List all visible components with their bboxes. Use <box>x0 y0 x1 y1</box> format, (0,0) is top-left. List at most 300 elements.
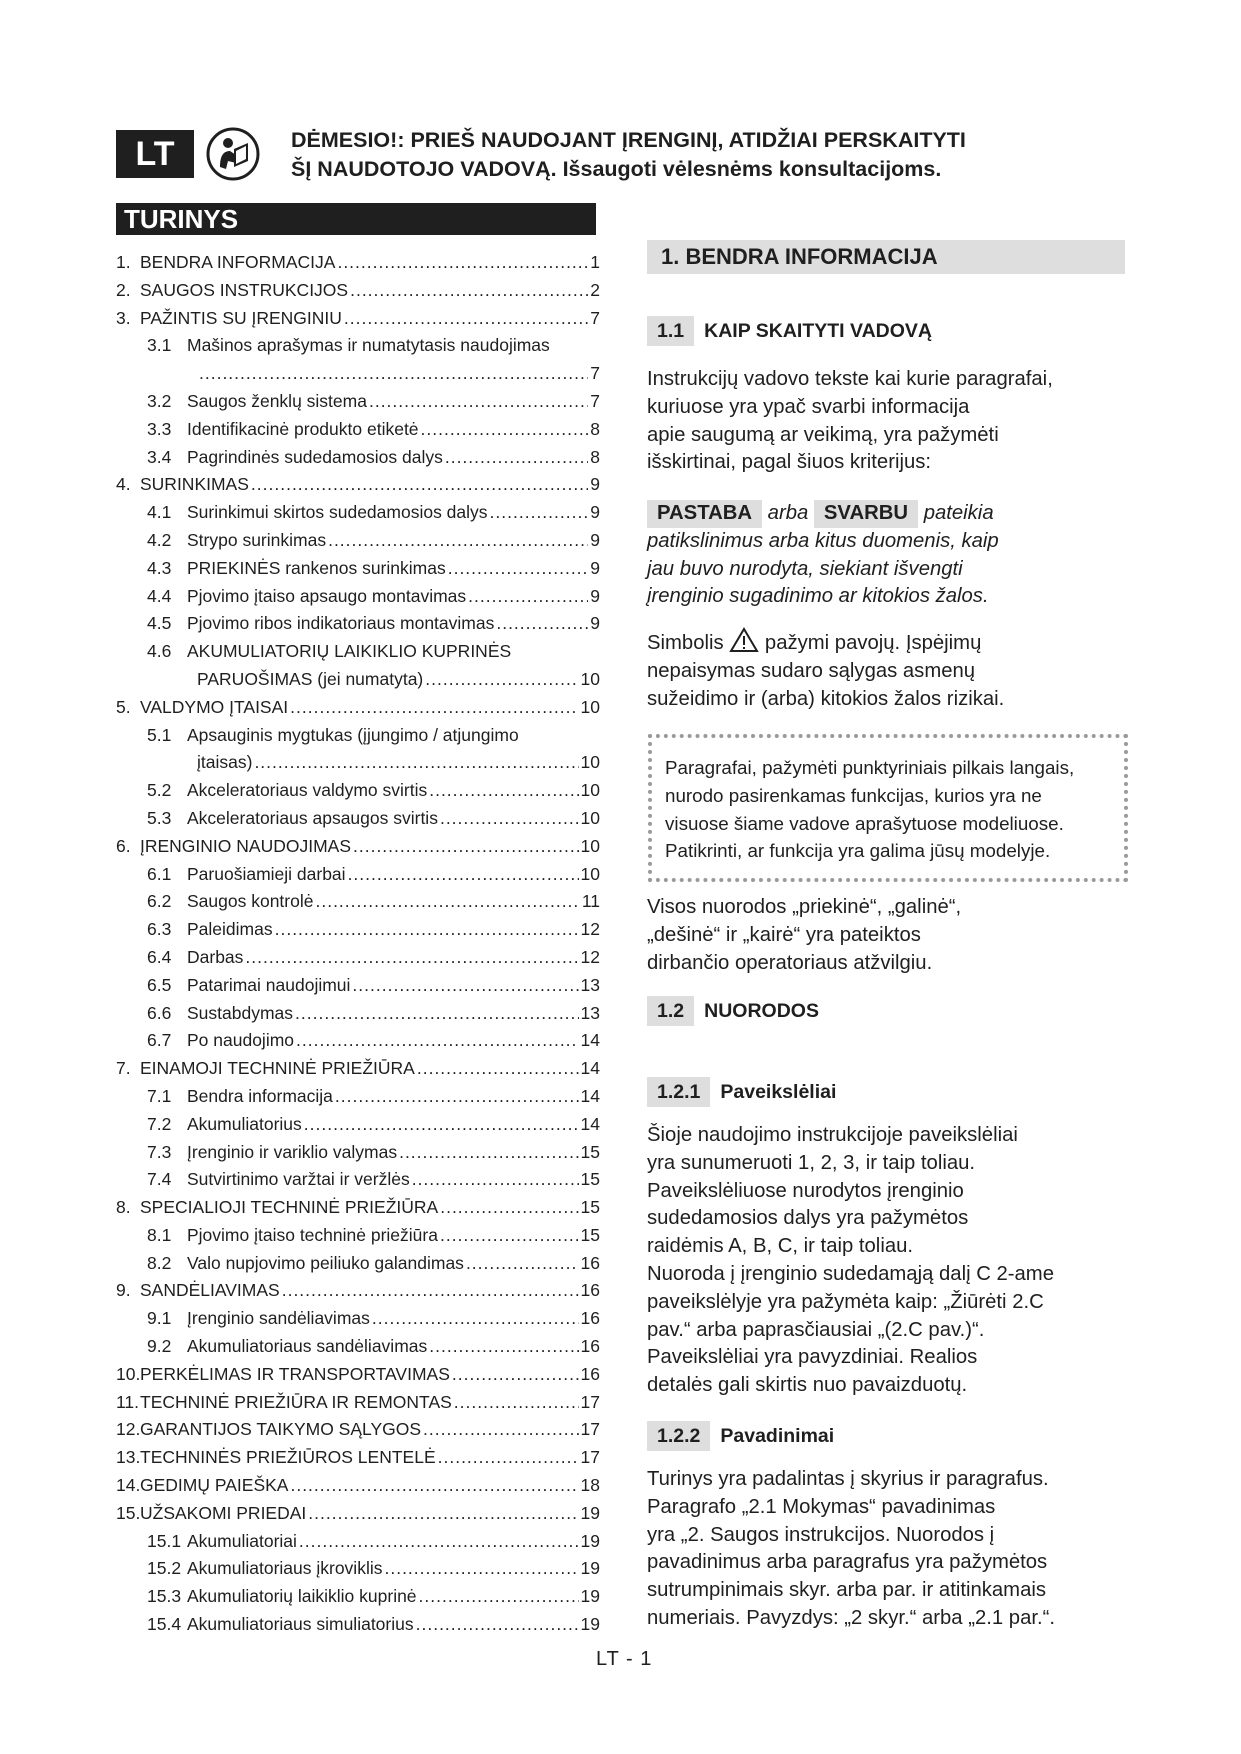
toc-entry-number: 6.6 <box>147 1002 172 1023</box>
toc-entry-page: 10 <box>580 863 600 884</box>
toc-entry-page: 10 <box>580 835 600 856</box>
toc-leader-dots <box>466 1253 579 1274</box>
text-line: visuose šiame vadove aprašytuose modeliuose. <box>665 812 1064 834</box>
toc-entry-label: BENDRA INFORMACIJA <box>140 252 336 272</box>
toc-entry-label: Saugos ženklų sistema <box>187 390 367 411</box>
toc-entry[interactable] <box>116 1197 600 1225</box>
toc-entry-page: 14 <box>580 1113 600 1134</box>
toc-leader-dots <box>308 1503 578 1524</box>
toc-entry-number: 7.4 <box>147 1169 172 1190</box>
toc-entry-number: 3.3 <box>147 418 172 439</box>
toc-entry[interactable] <box>116 530 600 558</box>
toc-entry-number: 15.3 <box>147 1586 182 1607</box>
toc-entry[interactable] <box>116 1142 600 1170</box>
toc-entry-label: Akceleratoriaus valdymo svirtis <box>187 780 428 801</box>
toc-entry[interactable] <box>116 447 600 475</box>
warning-triangle-icon <box>729 627 759 653</box>
toc-entry-label: SANDĖLIAVIMAS <box>140 1280 280 1301</box>
optional-feature-box <box>648 734 1128 882</box>
text-line: Šioje naudojimo instrukcijoje paveikslėliai <box>647 1124 1018 1146</box>
toc-entry-label: Surinkimui skirtos sudedamosios dalys <box>187 502 488 523</box>
toc-leader-dots <box>328 530 588 551</box>
toc-entry-page: 1 <box>590 252 600 272</box>
toc-entry-label: Akceleratoriaus apsaugos svirtis <box>187 807 438 828</box>
toc-entry-page: 9 <box>590 557 600 578</box>
toc-entry[interactable] <box>116 1503 600 1531</box>
toc-entry-number: 7.2 <box>147 1113 172 1134</box>
text-line: patikslinimus arba kitus duomenis, kaip <box>647 529 999 552</box>
toc-leader-dots <box>384 1558 578 1579</box>
toc-entry[interactable] <box>116 1336 600 1364</box>
toc-entry-number: 15.1 <box>147 1530 182 1551</box>
text-line: nepaisymas sudaro sąlygas asmenų <box>647 659 976 682</box>
toc-leader-dots <box>348 864 579 885</box>
important-label: SVARBU <box>814 500 918 528</box>
text-line: apie saugumą ar veikimą, yra pažymėti <box>647 423 999 446</box>
toc-leader-dots <box>468 586 588 607</box>
toc-entry-page: 19 <box>580 1530 600 1551</box>
toc-entry-page: 9 <box>590 529 600 550</box>
toc-entry-page: 9 <box>590 474 600 495</box>
toc-leader-dots <box>454 1392 579 1413</box>
toc-entry-page: 9 <box>590 585 600 606</box>
toc-entry-number: 9.1 <box>147 1308 172 1329</box>
toc-entry-label: TECHNINĖ PRIEŽIŪRA IR REMONTAS <box>140 1391 452 1412</box>
toc-entry-page: 7 <box>590 363 600 384</box>
toc-entry-number: 15.2 <box>147 1558 182 1579</box>
toc-entry[interactable] <box>116 586 600 614</box>
toc-entry-page: 7 <box>590 390 600 411</box>
toc-entry-number: 12. <box>116 1419 141 1440</box>
toc-entry[interactable] <box>116 725 600 753</box>
toc-leader-dots <box>296 1030 579 1051</box>
toc-leader-dots <box>372 1308 579 1329</box>
toc-entry-label: Akumuliatoriaus simuliatorius <box>187 1614 414 1635</box>
symbol-text-after: pažymi pavojų. Įspėjimų <box>764 632 982 654</box>
text-line: pavadinimus arba paragrafus yra pažymėtos <box>647 1551 1048 1574</box>
toc-leader-dots <box>419 1586 579 1607</box>
toc-entry-number: 6.2 <box>147 891 172 912</box>
toc-entry[interactable] <box>116 1225 600 1253</box>
text-line: yra sunumeruoti 1, 2, 3, ir taip toliau. <box>647 1151 976 1174</box>
warning-line-2: ŠĮ NAUDOTOJO VADOVĄ. Išsaugoti vėlesnėms konsultacijoms. <box>291 157 942 181</box>
toc-entry[interactable] <box>116 474 600 502</box>
toc-entry-label: PRIEKINĖS rankenos surinkimas <box>187 557 446 578</box>
toc-entry-label: AKUMULIATORIŲ LAIKIKLIO KUPRINĖS <box>187 641 512 662</box>
toc-entry[interactable] <box>116 641 600 669</box>
table-of-contents <box>116 252 600 1642</box>
read-manual-warning <box>291 126 1051 184</box>
paragraph-directions <box>647 894 1137 977</box>
toc-entry-label: SURINKIMAS <box>140 474 249 495</box>
toc-entry-label: VALDYMO ĮTAISAI <box>140 696 289 717</box>
toc-entry[interactable] <box>116 975 600 1003</box>
page-number: LT - 1 <box>596 1648 653 1670</box>
toc-entry-page: 17 <box>580 1447 600 1468</box>
toc-entry[interactable] <box>116 669 600 697</box>
text-line: sutrumpinimais skyr. arba par. ir atitinkamais <box>647 1579 1046 1602</box>
text-line: detalės gali skirtis nuo pavaizduotų. <box>647 1374 968 1397</box>
toc-entry-number: 11. <box>116 1391 140 1412</box>
toc-leader-dots <box>369 391 588 412</box>
text-line: Paragrafo „2.1 Mokymas“ pavadinimas <box>647 1495 996 1518</box>
symbol-text-before: Simbolis <box>647 632 724 654</box>
subsection-heading-1-2-1 <box>647 1077 836 1107</box>
toc-leader-dots <box>438 1447 579 1468</box>
toc-entry-number: 15.4 <box>147 1614 182 1635</box>
toc-leader-dots <box>282 1280 579 1301</box>
toc-entry-page: 10 <box>580 807 600 828</box>
toc-entry-label: Po naudojimo <box>187 1030 295 1051</box>
toc-entry-number: 6.3 <box>147 919 172 940</box>
toc-leader-dots <box>254 752 578 773</box>
toc-entry-label: Patarimai naudojimui <box>187 974 351 995</box>
toc-entry-number: 2. <box>116 279 131 300</box>
toc-entry[interactable] <box>116 1003 600 1031</box>
subsection-heading-1-2 <box>647 996 819 1026</box>
toc-entry-page: 10 <box>580 752 600 773</box>
toc-leader-dots <box>440 1225 579 1246</box>
note-paragraph <box>647 500 1137 611</box>
toc-entry-label: Pjovimo ribos indikatoriaus montavimas <box>187 613 495 634</box>
toc-entry-number: 5.1 <box>147 724 172 745</box>
toc-entry-label: Darbas <box>187 946 244 967</box>
toc-entry-label: Akumuliatoriaus įkroviklis <box>187 1558 383 1579</box>
toc-entry[interactable] <box>116 1475 600 1503</box>
toc-entry[interactable] <box>116 1364 600 1392</box>
toc-entry-number: 3.2 <box>147 390 172 411</box>
toc-entry-number: 4.1 <box>147 502 172 523</box>
toc-entry-page: 10 <box>580 780 600 801</box>
toc-entry-number: 8. <box>116 1197 131 1218</box>
text-line: sužeidimo ir (arba) kitokios žalos rizikai. <box>647 687 1005 710</box>
toc-entry-page: 14 <box>580 1085 600 1106</box>
toc-entry-label: UŽSAKOMI PRIEDAI <box>140 1502 307 1523</box>
toc-entry-label: Mašinos aprašymas ir numatytasis naudojimas <box>187 335 550 356</box>
subsection-number: 1.2 <box>647 996 694 1026</box>
toc-entry[interactable] <box>116 1392 600 1420</box>
toc-entry[interactable] <box>116 1308 600 1336</box>
text-line: Paveikslėliuose nurodytos įrenginio <box>647 1179 964 1202</box>
toc-leader-dots <box>412 1169 579 1190</box>
subsection-number: 1.2.1 <box>647 1077 710 1107</box>
toc-leader-dots <box>423 1419 578 1440</box>
toc-entry-label: PARUOŠIMAS (jei numatyta) <box>197 668 424 689</box>
toc-entry[interactable] <box>116 697 600 725</box>
toc-entry-label: Įrenginio ir variklio valymas <box>187 1141 398 1162</box>
toc-entry-page: 15 <box>580 1141 600 1162</box>
toc-entry-page: 8 <box>590 446 600 467</box>
toc-entry[interactable] <box>116 613 600 641</box>
toc-entry-number: 13. <box>116 1447 141 1468</box>
toc-entry[interactable] <box>116 1419 600 1447</box>
toc-entry-number: 7. <box>116 1058 131 1079</box>
symbol-paragraph <box>647 627 1137 713</box>
text-line: išskirtinai, pagal šiuos kriterijus: <box>647 451 932 474</box>
toc-entry-label: Paruošiamieji darbai <box>187 863 346 884</box>
toc-entry[interactable] <box>116 1114 600 1142</box>
toc-leader-dots <box>245 947 578 968</box>
toc-entry-label: Sustabdymas <box>187 1002 294 1023</box>
toc-entry-label: TECHNINĖS PRIEŽIŪROS LENTELĖ <box>140 1447 436 1468</box>
subsection-number: 1.2.2 <box>647 1421 710 1451</box>
toc-entry-label: Įrenginio sandėliavimas <box>187 1308 370 1329</box>
toc-entry-label: GARANTIJOS TAIKYMO SĄLYGOS <box>140 1419 422 1440</box>
read-manual-icon <box>206 127 260 181</box>
toc-entry-label: Pjovimo įtaiso techninė priežiūra <box>187 1224 438 1245</box>
toc-title: TURINYS <box>116 203 596 235</box>
toc-entry-page: 10 <box>580 668 600 689</box>
toc-leader-dots <box>275 919 579 940</box>
toc-entry-number: 4. <box>116 474 131 495</box>
toc-entry-label: EINAMOJI TECHNINĖ PRIEŽIŪRA <box>140 1058 415 1079</box>
toc-entry[interactable] <box>116 1169 600 1197</box>
note-label: PASTABA <box>647 500 762 528</box>
toc-entry[interactable] <box>116 502 600 530</box>
toc-leader-dots <box>295 1003 579 1024</box>
toc-entry-label: PAŽINTIS SU ĮRENGINIU <box>140 307 342 328</box>
toc-leader-dots <box>337 252 588 273</box>
toc-entry-label: Identifikacinė produkto etiketė <box>187 418 419 439</box>
toc-entry-page: 17 <box>580 1391 600 1412</box>
toc-entry-number: 6.4 <box>147 946 172 967</box>
toc-entry-label: Pagrindinės sudedamosios dalys <box>187 446 443 467</box>
toc-entry[interactable] <box>116 1531 600 1559</box>
note-provides: pateikia <box>923 502 994 524</box>
toc-leader-dots <box>251 474 588 495</box>
toc-leader-dots <box>399 1142 578 1163</box>
text-line: Instrukcijų vadovo tekste kai kurie paragrafai, <box>647 368 1053 390</box>
toc-leader-dots <box>429 1336 578 1357</box>
toc-entry[interactable] <box>116 891 600 919</box>
text-line: jau buvo nurodyta, siekiant išvengti <box>647 557 963 580</box>
text-line: raidėmis A, B, C, ir taip toliau. <box>647 1235 914 1258</box>
section-heading-1: 1. BENDRA INFORMACIJA <box>647 240 1125 274</box>
toc-entry-number: 3.4 <box>147 446 172 467</box>
toc-leader-dots <box>445 447 588 468</box>
paragraph-figures <box>647 1122 1137 1400</box>
toc-leader-dots <box>315 891 579 912</box>
toc-entry-label: Saugos kontrolė <box>187 891 314 912</box>
toc-entry[interactable] <box>116 335 600 363</box>
toc-entry-page: 15 <box>580 1169 600 1190</box>
text-line: sudedamosios dalys yra pažymėtos <box>647 1207 969 1230</box>
toc-leader-dots <box>353 836 579 857</box>
toc-entry[interactable] <box>116 836 600 864</box>
toc-leader-dots <box>496 613 588 634</box>
toc-leader-dots <box>199 363 588 384</box>
text-line: Paveikslėliai yra pavyzdiniai. Realios <box>647 1346 978 1369</box>
toc-entry-page: 2 <box>590 279 600 300</box>
toc-leader-dots <box>429 780 578 801</box>
toc-entry[interactable] <box>116 752 600 780</box>
toc-entry[interactable] <box>116 1030 600 1058</box>
paragraph-names <box>647 1466 1137 1633</box>
toc-leader-dots <box>335 1086 579 1107</box>
toc-entry-number: 5.3 <box>147 807 172 828</box>
toc-entry[interactable] <box>116 1086 600 1114</box>
toc-entry[interactable] <box>116 1558 600 1586</box>
toc-entry[interactable] <box>116 780 600 808</box>
toc-leader-dots <box>304 1114 579 1135</box>
note-or: arba <box>767 502 809 524</box>
toc-entry-page: 17 <box>580 1419 600 1440</box>
toc-leader-dots <box>440 1197 578 1218</box>
toc-entry-number: 8.1 <box>147 1224 172 1245</box>
toc-entry-label: Bendra informacija <box>187 1085 333 1106</box>
toc-entry-page: 19 <box>580 1586 600 1607</box>
toc-leader-dots <box>290 1475 578 1496</box>
toc-entry[interactable] <box>116 280 600 308</box>
toc-entry[interactable] <box>116 308 600 336</box>
toc-entry-page: 9 <box>590 613 600 634</box>
text-line: Visos nuorodos „priekinė“, „galinė“, <box>647 896 962 918</box>
toc-entry-page: 19 <box>580 1502 600 1523</box>
toc-entry-number: 5. <box>116 696 131 717</box>
toc-entry-page: 15 <box>580 1197 600 1218</box>
toc-entry-number: 7.3 <box>147 1141 172 1162</box>
text-line: yra „2. Saugos instrukcijos. Nuorodos į <box>647 1523 995 1546</box>
toc-entry-number: 4.2 <box>147 529 172 550</box>
toc-leader-dots <box>452 1364 579 1385</box>
toc-entry-number: 3.1 <box>147 335 172 356</box>
toc-entry-page: 13 <box>580 1002 600 1023</box>
toc-leader-dots <box>448 558 589 579</box>
toc-entry-page: 12 <box>580 946 600 967</box>
subsection-title: KAIP SKAITYTI VADOVĄ <box>704 320 932 342</box>
subsection-heading-1-1 <box>647 316 932 346</box>
toc-entry-label: Akumuliatoriai <box>187 1530 297 1551</box>
toc-entry[interactable] <box>116 419 600 447</box>
toc-entry[interactable] <box>116 1614 600 1642</box>
text-line: Patikrinti, ar funkcija yra galima jūsų modelyje. <box>665 840 1051 862</box>
text-line: paveikslėlyje yra pažymėta kaip: „Žiūrėti 2.C <box>647 1290 1044 1313</box>
toc-entry-page: 14 <box>580 1030 600 1051</box>
toc-entry-label: ĮRENGINIO NAUDOJIMAS <box>140 835 351 856</box>
toc-entry-label: SPECIALIOJI TECHNINĖ PRIEŽIŪRA <box>140 1197 439 1218</box>
text-line: Nuoroda į įrenginio sudedamąją dalį C 2-ame <box>647 1262 1054 1285</box>
toc-entry-label: PERKĖLIMAS IR TRANSPORTAVIMAS <box>140 1363 450 1384</box>
toc-entry[interactable] <box>116 1280 600 1308</box>
toc-entry-number: 7.1 <box>147 1085 172 1106</box>
toc-entry-page: 16 <box>580 1363 600 1384</box>
paragraph-how-to-read <box>647 366 1137 477</box>
toc-entry-page: 19 <box>580 1558 600 1579</box>
toc-entry[interactable] <box>116 947 600 975</box>
text-line: dirbančio operatoriaus atžvilgiu. <box>647 951 933 974</box>
toc-entry-label: Akumuliatoriaus sandėliavimas <box>187 1336 428 1357</box>
toc-entry-label: Pjovimo įtaiso apsaugo montavimas <box>187 585 467 606</box>
language-badge: LT <box>116 130 194 178</box>
toc-entry[interactable] <box>116 1058 600 1086</box>
toc-entry-page: 16 <box>580 1336 600 1357</box>
toc-entry-page: 14 <box>580 1058 600 1079</box>
toc-entry-number: 15. <box>116 1502 141 1523</box>
toc-leader-dots <box>425 669 578 690</box>
text-line: Paragrafai, pažymėti punktyriniais pilkais langais, <box>665 757 1075 778</box>
toc-entry-number: 9.2 <box>147 1336 172 1357</box>
toc-leader-dots <box>344 308 588 329</box>
toc-entry-label: Apsauginis mygtukas (įjungimo / atjungimo <box>187 724 519 745</box>
toc-entry[interactable] <box>116 391 600 419</box>
toc-entry-page: 16 <box>580 1308 600 1329</box>
toc-entry-label: Sutvirtinimo varžtai ir veržlės <box>187 1169 410 1190</box>
subsection-title: Paveikslėliai <box>720 1081 837 1103</box>
toc-entry-label: SAUGOS INSTRUKCIJOS <box>140 279 349 300</box>
toc-entry[interactable] <box>116 808 600 836</box>
subsection-number: 1.1 <box>647 316 694 346</box>
toc-entry-page: 13 <box>580 974 600 995</box>
toc-entry-number: 6. <box>116 835 131 856</box>
toc-entry-page: 10 <box>580 696 600 717</box>
toc-entry[interactable] <box>116 1253 600 1281</box>
toc-entry-page: 15 <box>580 1224 600 1245</box>
toc-entry-number: 10. <box>116 1363 141 1384</box>
toc-entry-label: Strypo surinkimas <box>187 529 327 550</box>
toc-entry-page: 7 <box>590 307 600 328</box>
text-line: „dešinė“ ir „kairė“ yra pateiktos <box>647 923 921 946</box>
toc-entry-number: 8.2 <box>147 1252 172 1273</box>
toc-entry-label: Akumuliatorius <box>187 1113 302 1134</box>
toc-entry-page: 19 <box>580 1614 600 1635</box>
text-line: numeriais. Pavyzdys: „2 skyr.“ arba „2.1 par.“. <box>647 1606 1056 1629</box>
toc-entry[interactable] <box>116 363 600 391</box>
toc-entry-label: GEDIMŲ PAIEŠKA <box>140 1475 289 1496</box>
toc-entry-number: 5.2 <box>147 780 172 801</box>
toc-entry-number: 4.5 <box>147 613 172 634</box>
toc-leader-dots <box>440 808 579 829</box>
toc-entry-page: 16 <box>580 1280 600 1301</box>
toc-entry[interactable] <box>116 252 600 280</box>
subsection-title: Pavadinimai <box>720 1425 835 1447</box>
toc-entry-label: Akumuliatorių laikiklio kuprinė <box>187 1586 417 1607</box>
toc-entry[interactable] <box>116 864 600 892</box>
subsection-title: NUORODOS <box>704 1000 819 1022</box>
toc-entry-number: 4.3 <box>147 557 172 578</box>
toc-leader-dots <box>490 502 589 523</box>
toc-leader-dots <box>299 1531 579 1552</box>
toc-entry-page: 8 <box>590 418 600 439</box>
toc-leader-dots <box>416 1614 579 1635</box>
toc-entry[interactable] <box>116 1586 600 1614</box>
toc-entry-page: 9 <box>590 502 600 523</box>
toc-entry-number: 3. <box>116 307 131 328</box>
toc-entry-page: 12 <box>580 919 600 940</box>
text-line: nurodo pasirenkamas funkcijas, kurios yra ne <box>665 784 1042 806</box>
toc-entry-number: 14. <box>116 1475 141 1496</box>
toc-entry-number: 6.5 <box>147 974 172 995</box>
toc-leader-dots <box>417 1058 579 1079</box>
toc-leader-dots <box>290 697 578 718</box>
text-line: kuriuose yra ypač svarbi informacija <box>647 395 970 418</box>
text-line: įrenginio sugadinimo ar kitokios žalos. <box>647 585 989 608</box>
toc-entry[interactable] <box>116 558 600 586</box>
text-line: Turinys yra padalintas į skyrius ir paragrafus. <box>647 1468 1049 1490</box>
toc-leader-dots <box>421 419 589 440</box>
subsection-heading-1-2-2 <box>647 1421 834 1451</box>
toc-entry-page: 18 <box>580 1475 600 1496</box>
toc-entry[interactable] <box>116 919 600 947</box>
toc-entry[interactable] <box>116 1447 600 1475</box>
toc-entry-number: 4.4 <box>147 585 172 606</box>
toc-entry-number: 6.7 <box>147 1030 172 1051</box>
toc-entry-label: Paleidimas <box>187 919 273 940</box>
toc-entry-number: 9. <box>116 1280 131 1301</box>
toc-entry-page: 16 <box>580 1252 600 1273</box>
toc-entry-number: 4.6 <box>147 641 172 662</box>
toc-leader-dots <box>350 280 588 301</box>
toc-entry-label: Valo nupjovimo peiliuko galandimas <box>187 1252 464 1273</box>
